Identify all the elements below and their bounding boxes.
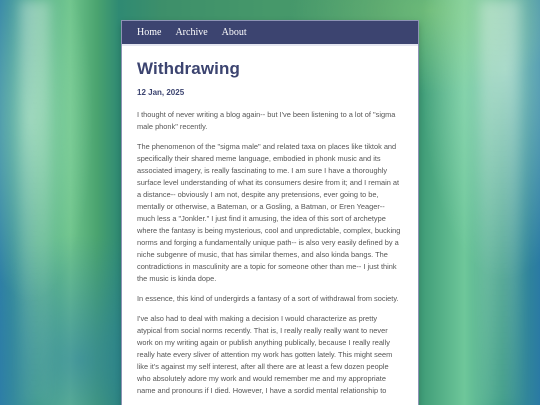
post-paragraph: I've also had to deal with making a decision I would characterize as pretty atypical from social norms recently. That is, I really really really want to never work on my writing again or publish anything publically, because I really really really hate every sliver of attention my work has gotten lately. This might seem like it's against my self interest, after all there are at least a few dozen people who absolutely adore my work and would remember me and my appropriate name and pronouns if I died. However, I have a sordid mental relationship to [137,314,393,395]
background-streak [480,0,520,405]
background-streak [20,0,50,405]
post-paragraph: I thought of never writing a blog again-- but I've been listening to a lot of "sigma male phonk" recently. [137,110,396,131]
nav-archive-link[interactable]: Archive [175,27,208,38]
post-paragraph: The phenomenon of the "sigma male" and related taxa on places like tiktok and specifically their shared meme language, embodied in phonk music and its associated imagery, is really fascinating to me. I am sure I have a thoroughly surface level understanding of what its consumers desire from it; and I remain at a distance-- obviously I am not, despite any pretensions, ever going to be, mentally or otherwise, a Bateman, or a Gosling, a Batman, or Eren Yeager-- much less a "Jonkler." I just find it amusing, the idea of this sort of archetype where the fantasy is being mysterious, cool and unpredictable, complex, bucking norms and forging a fundamentally unique path-- is also very easily defined by a niche subgenre of music, that has similar themes, and also kinda bangs. The contradictions in masculinity are a topic for someone other than me-- I just think the music is kinda dope. [137,142,401,283]
top-nav [122,21,418,46]
post-date: 12 Jan, 2025 [137,88,185,97]
nav-about-link[interactable]: About [221,27,247,38]
blog-page [122,21,418,405]
post [122,46,418,397]
post-body [137,109,403,397]
nav-home-link[interactable]: Home [137,27,162,38]
post-title: Withdrawing [137,59,240,78]
post-paragraph: In essence, this kind of undergirds a fantasy of a sort of withdrawal from society. [137,294,399,303]
